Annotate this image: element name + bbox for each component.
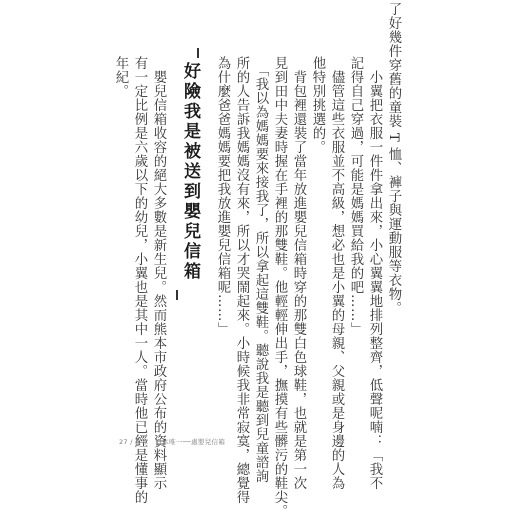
- heading-bracket-bottom: [176, 290, 178, 300]
- paragraph-line: 有一定比例是六歲以下的幼兒，小翼也是其中一人。當時他已經是懂事的: [132, 56, 147, 504]
- paragraph-line: 小翼把衣服一件件拿出來，小心翼翼地排列整齊，低聲呢喃：「我不: [367, 56, 382, 490]
- paragraph-line: 背包裡還裝了當年放進嬰兒信箱時穿的那雙白色球鞋，也就是第一次: [291, 56, 306, 490]
- paragraph-line: 所的人告訴我媽媽沒有來，所以才哭鬧起來。小時候我非常寂寞，總覺得: [234, 56, 249, 504]
- section-heading: 好險我是被送到嬰兒信箱: [180, 62, 200, 282]
- page-footer: 27 / 序章 日本唯一──處嬰兒信箱: [119, 438, 226, 446]
- paragraph-line: 記得自己穿過，可能是媽媽買給我的吧……」: [348, 56, 363, 336]
- paragraph-line: 見到田中夫妻時握在手裡的那雙鞋。他輕輕伸出手，撫摸有些髒污的鞋尖。: [272, 56, 287, 518]
- paragraph-line: 了好幾件穿舊的童裝 T 恤、褲子與運動服等衣物。: [386, 2, 401, 316]
- paragraph-line: 為什麼爸爸媽媽要把我放進嬰兒信箱呢……」: [215, 56, 230, 336]
- paragraph-line: 嬰兒信箱收容的絕大多數是新生兒。然而熊本市政府公布的資料顯示: [151, 56, 166, 490]
- paragraph-line: 年紀。: [113, 56, 128, 98]
- heading-bracket-top: [197, 48, 199, 58]
- paragraph-line: 「我以為媽媽要來接我了，所以拿起這雙鞋。聽說我是聽到兒童諮詢: [253, 56, 268, 484]
- paragraph-line: 他特別挑選的。: [310, 56, 325, 154]
- paragraph-line: 儘管這些衣服並不高級，想必也是小翼的母親、父親或是身邊的人為: [329, 56, 344, 490]
